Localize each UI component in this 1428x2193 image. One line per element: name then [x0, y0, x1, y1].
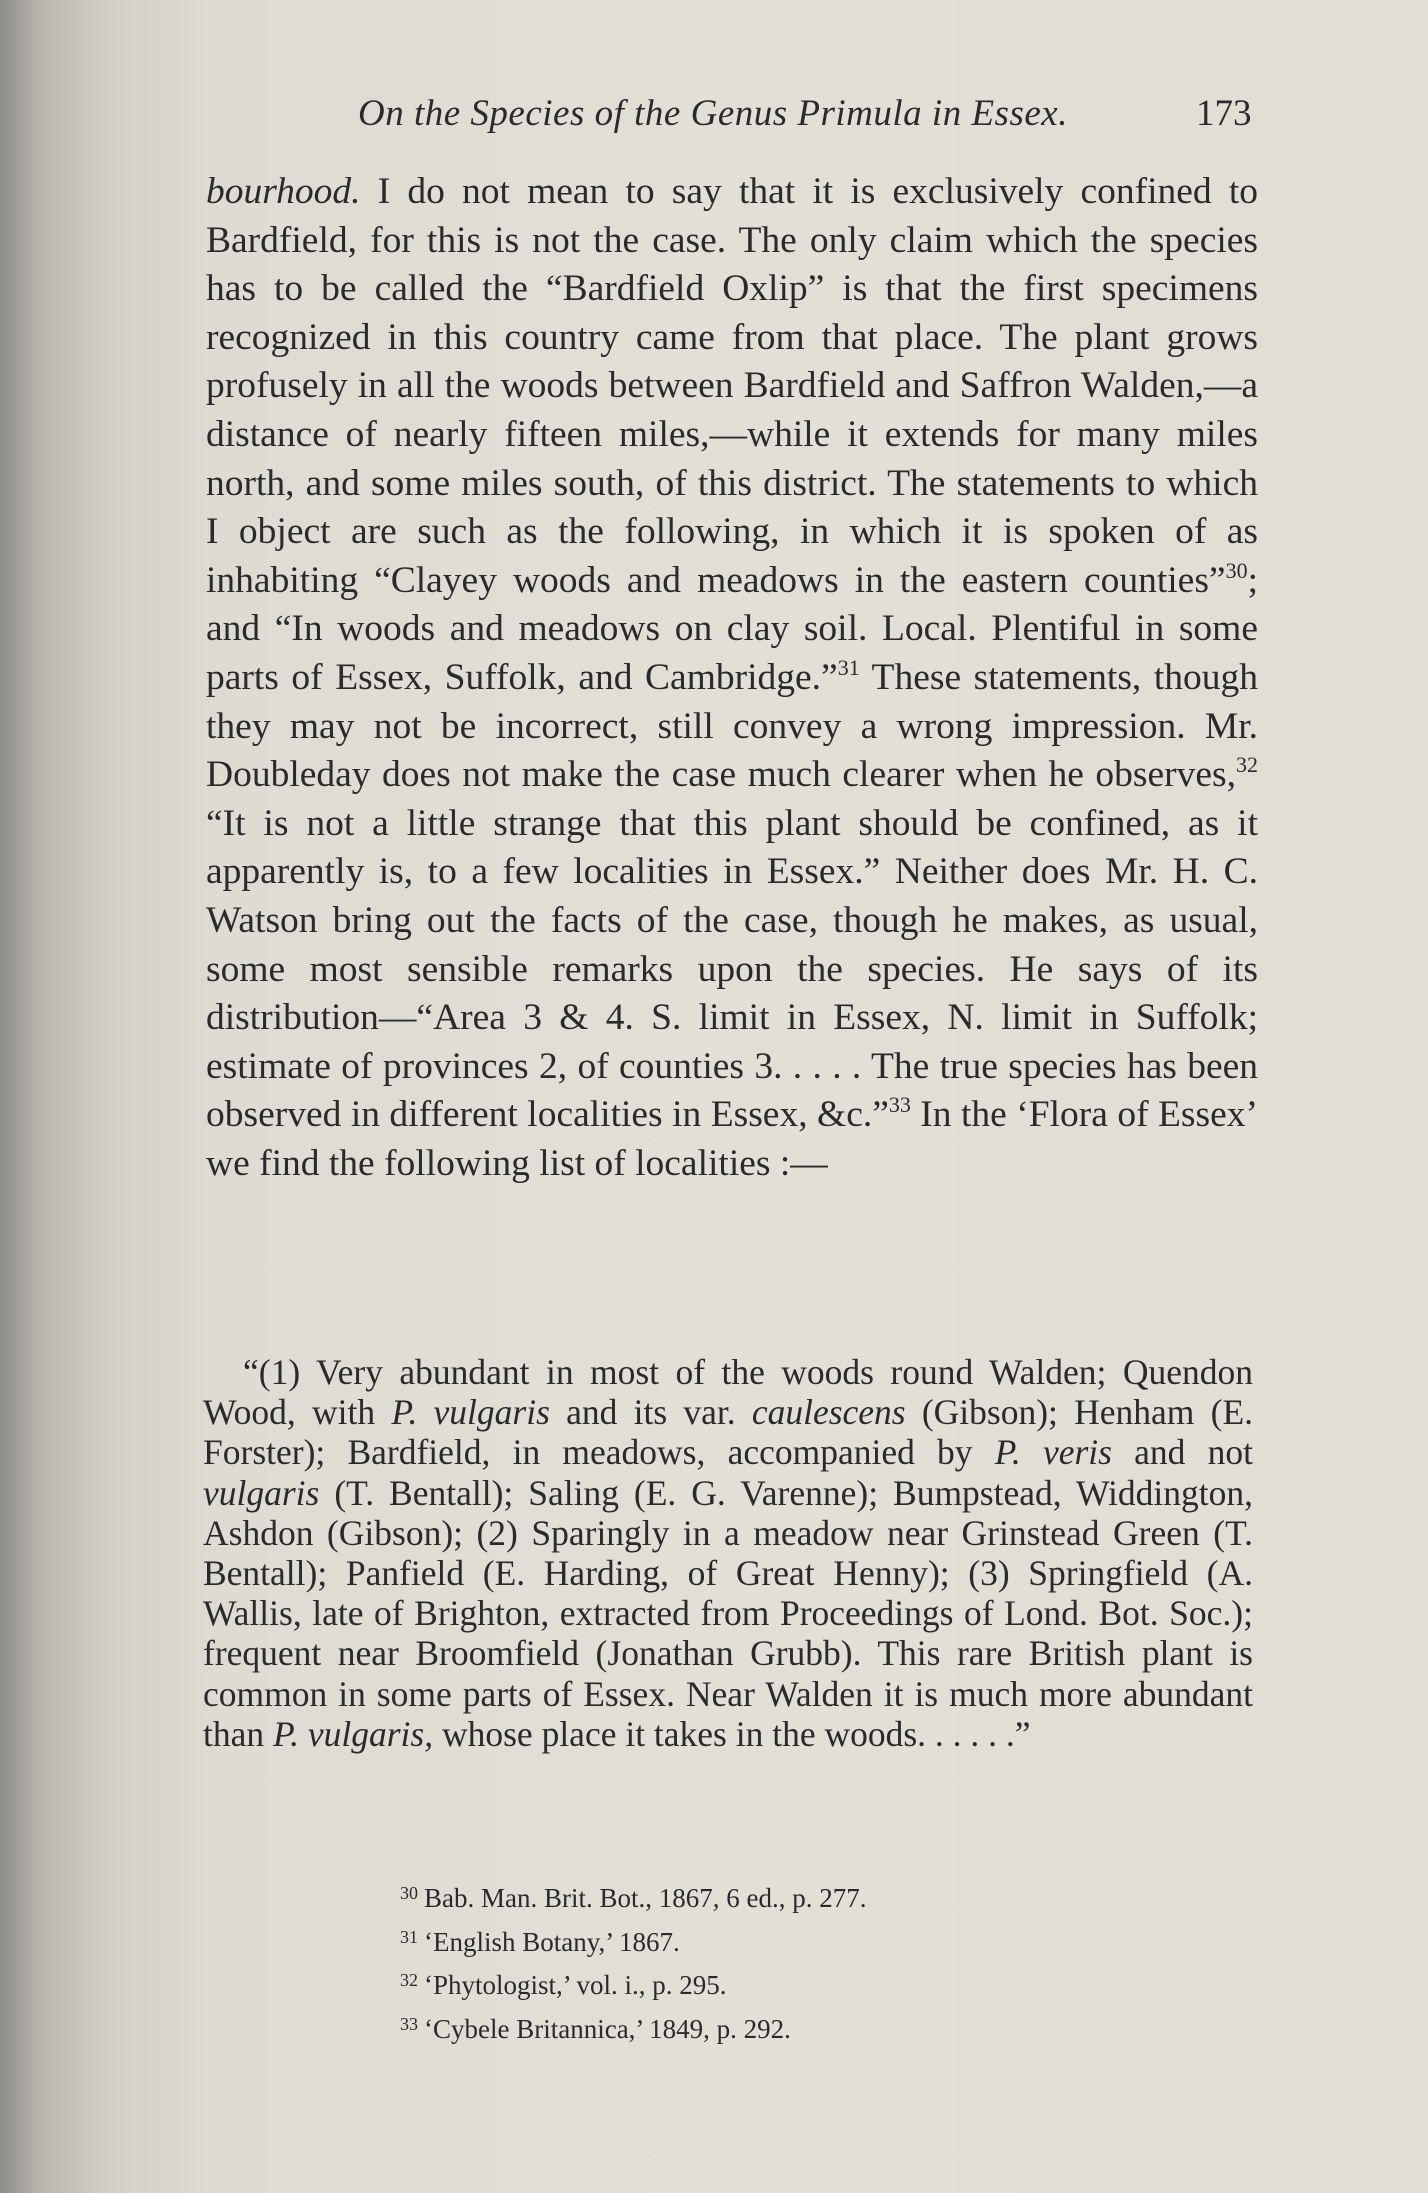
footnote-31	[400, 1918, 1220, 1962]
footnote-33	[400, 2005, 1220, 2049]
footnote-text: Bab. Man. Brit. Bot., 1867, 6 ed., p. 277.	[424, 1883, 867, 1913]
footnote-ref-30[interactable]: 30	[1225, 557, 1248, 583]
body-paragraph	[206, 168, 1258, 1188]
text-run: “It is not a little strange that this plant should be confined, as it apparently is, to a few localities in Essex.” Neither does Mr. H. C. Watson bring out the facts of the case, though he makes, as usual, some most sensible remarks upon the species. He says of its distribution—“Area 3 & 4. S. limit in Essex, N. limit in Suffolk; estimate of provinces 2, of counties 3. . . . . The true species has been observed in different localities in Essex, &c.”	[206, 802, 1258, 1136]
italic-word: bourhood.	[206, 171, 361, 212]
species-name: P. veris	[994, 1432, 1112, 1473]
text-run: whose place it takes in the woods. . . . . .”	[433, 1713, 1031, 1754]
footnote-32	[400, 1961, 1220, 2005]
page-number: 173	[1196, 93, 1252, 134]
species-name: vulgaris	[203, 1472, 320, 1513]
footnote-ref-31[interactable]: 31	[837, 654, 860, 680]
footnotes	[400, 1874, 1220, 2048]
variety-name: caulescens	[751, 1392, 906, 1433]
text-run: I do not mean to say that it is exclusively confined to Bardfield, for this is not the case. The only claim which the species has to be called the “Bardfield Oxlip” is that the first specimens recognized in this country came from that place. The plant grows profusely in all the woods between Bardfield and Saffron Walden,—a distance of nearly fifteen miles,—while it extends for many miles north, and some miles south, of this district. The statements to which I object are such as the following, in which it is spoken of as inhabiting “Clayey woods and meadows in the eastern counties”	[206, 171, 1258, 601]
footnote-number: 30	[400, 1883, 418, 1903]
footnote-ref-32[interactable]: 32	[1236, 752, 1258, 778]
text-run: “(1) Very abundant in most of the woods round Walden; Quendon Wood, with	[203, 1352, 1253, 1433]
text-run: (T. Bentall); Saling (E. G. Varenne); Bumpstead, Widdington, Ashdon (Gibson); (2) Sparingly in a meadow near Grinstead Green (T. Bentall); Panfield (E. Harding, of Great Henny); (3) Springfield (A. Wallis, late of Brighton, extracted from Proceedings of Lond. Bot. Soc.); frequent near Broomfield (Jonathan Grubb). This rare British plant is common in some parts of Essex. Near Walden it is much more abundant than	[203, 1472, 1253, 1754]
text-run: In the ‘Flora of Essex’ we find the following list of localities :—	[206, 1094, 1258, 1184]
species-name: P. vulgaris	[391, 1392, 550, 1433]
block-quote	[203, 1352, 1253, 1754]
text-run: ; and “In woods and meadows on clay soil. Local. Plentiful in some parts of Essex, Suffolk, and Cambridge.”	[206, 559, 1258, 698]
text-run: (Gibson); Henham (E. Forster); Bardfield, in meadows, accompanied by	[203, 1392, 1253, 1473]
footnote-number: 33	[400, 2013, 418, 2034]
footnote-number: 31	[400, 1926, 418, 1947]
running-head: On the Species of the Genus Primula in Essex.	[358, 93, 1068, 134]
footnote-text: ‘English Botany,’ 1867.	[424, 1926, 680, 1957]
text-run: and its var.	[549, 1392, 752, 1433]
page-header	[0, 92, 1428, 142]
paragraph-text	[206, 168, 1258, 1188]
footnote-text: ‘Phytologist,’ vol. i., p. 295.	[424, 1970, 727, 2000]
footnote-ref-33[interactable]: 33	[888, 1092, 911, 1118]
footnote-number: 32	[400, 1970, 418, 1990]
species-name: P. vulgaris,	[273, 1713, 434, 1754]
footnote-text: ‘Cybele Britannica,’ 1849, p. 292.	[424, 2013, 791, 2044]
footnote-30	[400, 1874, 1220, 1918]
text-run: and not	[1111, 1432, 1253, 1473]
text-run: These statements, though they may not be incorrect, still convey a wrong impression. Mr. Doubleday does not make the case much clearer when he observes,	[206, 656, 1259, 796]
quote-text	[203, 1352, 1253, 1754]
